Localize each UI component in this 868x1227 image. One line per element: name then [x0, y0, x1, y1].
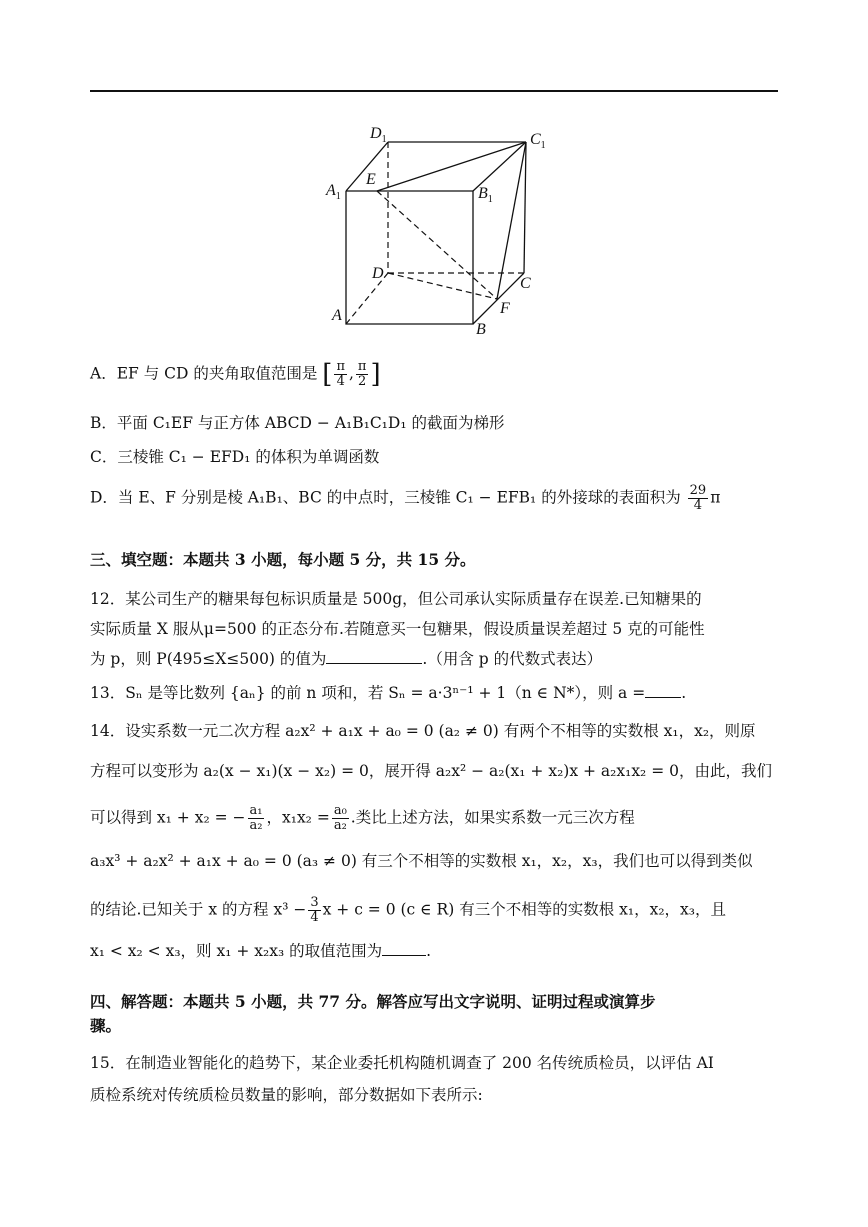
q12-line-3-text: 为 p，则 P(495≤X≤500) 的值为 — [90, 650, 327, 668]
frac-3-4: $\frac{3}{4}$ — [310, 895, 319, 925]
q13-answer-blank[interactable] — [645, 683, 681, 698]
bracket-right: ] — [370, 359, 381, 390]
option-a: A．EF 与 CD 的夹角取值范围是 [ $\frac{\pi}{4}$ , $\frac{\pi}{2}$ ] — [90, 359, 381, 390]
frac-a0-a2: $\frac{\text{a₀}}{\text{a₂}}$ — [333, 803, 347, 833]
option-d-pi: π — [710, 488, 721, 507]
label-b: B — [476, 321, 486, 338]
q14-answer-blank[interactable] — [382, 941, 426, 956]
option-b: B．平面 C₁EF 与正方体 ABCD − A₁B₁C₁D₁ 的截面为梯形 — [90, 414, 505, 432]
q14-line-3 — [90, 804, 635, 833]
label-a1: $A_1$ — [326, 182, 341, 202]
label-d: D — [372, 265, 384, 282]
edge-front-face — [346, 191, 473, 324]
edge-c1-c — [524, 142, 526, 273]
section-4-heading-line-1: 四、解答题：本题共 5 小题，共 77 分。解答应写出文字说明、证明过程或演算步 — [90, 992, 656, 1011]
q13-line — [90, 682, 686, 704]
q14-question-text: x₁ < x₂ < x₃，则 x₁ + x₂x₃ 的取值范围为 — [90, 942, 383, 960]
q14-line-5 — [90, 896, 726, 925]
cube-figure — [320, 118, 560, 340]
edge-c-b — [473, 273, 524, 324]
frac-pi-2: $\frac{\pi}{2}$ — [357, 359, 367, 389]
q15-line-1: 15．在制造业智能化的趋势下，某企业委托机构随机调查了 200 名传统质检员，以评估 AI — [90, 1054, 714, 1072]
edge-e-c1 — [377, 142, 526, 191]
header-rule — [90, 90, 778, 92]
frac-29-4: $\frac{29}{4}$ — [689, 483, 707, 513]
section-3-heading: 三、填空题：本题共 3 小题，每小题 5 分，共 15 分。 — [90, 550, 476, 569]
q14-line-1: 14．设实系数一元二次方程 a₂x² + a₁x + a₀ = 0 (a₂ ≠ 0) 有两个不相等的实数根 x₁，x₂，则原 — [90, 722, 756, 740]
label-b1: $B_1$ — [478, 185, 493, 205]
q12-line-3-tail: .（用含 p 的代数式表达） — [422, 650, 603, 668]
cube-diagram — [320, 118, 560, 340]
q14-line-6 — [90, 940, 431, 962]
frac-pi-4: $\frac{\pi}{4}$ — [336, 359, 345, 389]
q13-text: 13．Sₙ 是等比数列 {aₙ} 的前 n 项和，若 Sₙ = a·3ⁿ⁻¹ + 1（n ∈ N*），则 a = — [90, 684, 646, 702]
hidden-edge-d-f — [388, 273, 497, 299]
option-c: C．三棱锥 C₁ − EFD₁ 的体积为单调函数 — [90, 448, 380, 466]
q14-analogy-text: .类比上述方法，如果实系数一元三次方程 — [350, 808, 635, 827]
q12-line-2: 实际质量 X 服从μ=500 的正态分布.若随意买一包糖果，假设质量误差超过 5 克的可能性 — [90, 620, 705, 638]
bracket-left: [ — [322, 359, 333, 390]
q12-answer-blank[interactable] — [326, 649, 422, 664]
label-e: E — [366, 171, 376, 188]
q14-product-text: ，x₁x₂ = — [266, 808, 330, 827]
label-d1: $D_1$ — [370, 125, 387, 145]
frac-a1-a2: $\frac{\text{a₁}}{\text{a₂}}$ — [249, 803, 263, 833]
hidden-edge-e-f — [377, 191, 497, 299]
q14-line-2: 方程可以变形为 a₂(x − x₁)(x − x₂) = 0，展开得 a₂x² − a₂(x₁ + x₂)x + a₂x₁x₂ = 0，由此，我们 — [90, 762, 772, 780]
q14-equation-text: 的结论.已知关于 x 的方程 x³ − — [90, 900, 307, 919]
q12-line-3 — [90, 648, 602, 670]
label-c: C — [520, 275, 531, 292]
label-c1: $C_1$ — [530, 131, 546, 151]
option-d-text: D．当 E、F 分别是棱 A₁B₁、BC 的中点时，三棱锥 C₁ − EFB₁ 的外接球的表面积为 — [90, 488, 681, 507]
q15-line-2: 质检系统对传统质检员数量的影响，部分数据如下表所示: — [90, 1086, 483, 1104]
q14-sum-text: 可以得到 x₁ + x₂ = − — [90, 808, 246, 827]
option-a-prefix: A． — [90, 364, 117, 383]
q14-equation-tail: x + c = 0 (c ∈ R) 有三个不相等的实数根 x₁，x₂，x₃，且 — [322, 900, 726, 919]
label-f: F — [500, 300, 510, 317]
q13-tail: . — [681, 684, 687, 702]
q14-line-4: a₃x³ + a₂x² + a₁x + a₀ = 0 (a₃ ≠ 0) 有三个不相等的实数根 x₁，x₂，x₃，我们也可以得到类似 — [90, 852, 753, 870]
q14-tail: . — [426, 942, 432, 960]
section-4-heading-line-2: 骤。 — [90, 1016, 122, 1035]
label-a: A — [332, 307, 342, 324]
q12-line-1: 12．某公司生产的糖果每包标识质量是 500g，但公司承认实际质量存在误差.已知糖果的 — [90, 590, 702, 608]
option-a-text: EF 与 CD 的夹角取值范围是 — [116, 364, 318, 383]
option-d — [90, 484, 720, 513]
